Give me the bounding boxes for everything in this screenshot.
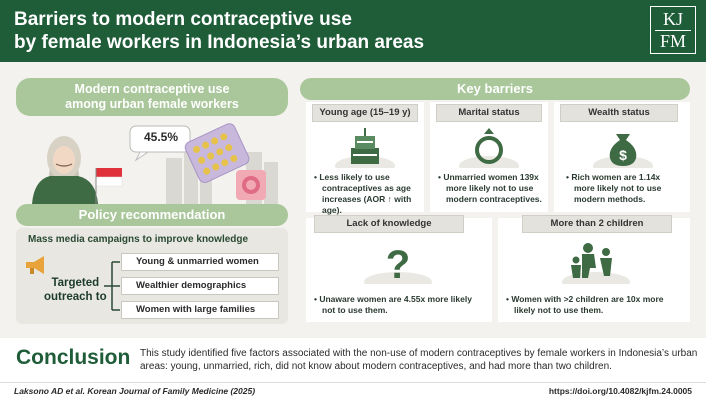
logo-top: KJ [662, 9, 683, 29]
policy-title: Policy recommendation [16, 204, 288, 226]
tag-more-than-2-children: More than 2 children [522, 215, 672, 233]
money-bag-icon [592, 124, 654, 168]
tag-lack-of-knowledge: Lack of knowledge [314, 215, 464, 233]
barrier-text-young-age [314, 172, 422, 216]
barrier-text-knowledge [314, 294, 490, 316]
usage-title-line-1: Modern contraceptive use [74, 82, 230, 96]
conclusion-label: Conclusion [16, 346, 131, 369]
text-line: • Rich women are 1.14x [566, 172, 661, 182]
usage-title [16, 78, 288, 116]
text-line: more likely not to use [446, 183, 534, 193]
text-line: not to use them. [322, 305, 388, 315]
text-line: more likely not to use [574, 183, 662, 193]
logo-bottom: FM [659, 31, 686, 51]
question-icon [362, 238, 434, 284]
tag-marital-status: Marital status [436, 104, 542, 122]
text-line: • Unaware women are 4.55x more likely [314, 294, 472, 304]
title-line-2: by female workers in Indonesia’s urban areas [14, 32, 425, 53]
page-title [14, 8, 614, 54]
target-item: Wealthier demographics [121, 277, 279, 295]
text-line: contraceptives as age [322, 183, 411, 193]
usage-title-line-2: among urban female workers [65, 97, 239, 111]
outreach-label [44, 276, 107, 304]
main-panel [0, 62, 706, 338]
barrier-text-marital [438, 172, 546, 205]
text-line: modern contraceptives. [446, 194, 542, 204]
outreach-line-1: Targeted [51, 277, 100, 289]
header [0, 0, 706, 62]
woman-icon [32, 136, 98, 204]
conclusion-text: This study identified five factors associated with the non-use of modern contraceptives by female workers in Indonesia’s urban areas: young, unmarried, rich, did not know about modern contraceptives, and had more than two children. [140, 348, 698, 372]
policy-box [16, 228, 288, 324]
svg-text:$: $ [619, 147, 627, 163]
usage-illustration [16, 118, 288, 204]
key-barriers-title: Key barriers [300, 78, 690, 100]
text-line: • Women with >2 children are 10x more [506, 294, 664, 304]
doi-link[interactable]: https://doi.org/10.4082/kjfm.24.0005 [548, 386, 692, 396]
ring-icon [458, 124, 520, 168]
tag-wealth-status: Wealth status [560, 104, 678, 122]
usage-value: 45.5% [144, 130, 179, 144]
citation: Laksono AD et al. Korean Journal of Family Medicine (2025) [14, 386, 256, 396]
text-line: modern methods. [574, 194, 646, 204]
barrier-text-children [506, 294, 688, 316]
target-item: Women with large families [121, 301, 279, 319]
outreach-line-2: outreach to [44, 291, 107, 303]
text-line: • Less likely to use [314, 172, 390, 182]
barrier-text-wealth [566, 172, 686, 205]
indonesia-flag-icon [96, 168, 122, 204]
target-item: Young & unmarried women [121, 253, 279, 271]
kjfm-logo [650, 6, 696, 54]
conclusion-section [0, 338, 706, 382]
text-line: • Unmarried women 139x [438, 172, 539, 182]
condom-icon [236, 170, 266, 200]
bracket-connector [102, 254, 122, 318]
footer [0, 382, 706, 400]
policy-subtitle: Mass media campaigns to improve knowledge [28, 234, 249, 245]
tag-young-age: Young age (15–19 y) [312, 104, 418, 122]
text-line: increases (AOR ↑ with age). [322, 194, 412, 215]
svg-text:?: ? [385, 243, 411, 284]
cake-icon [334, 124, 396, 168]
megaphone-icon [24, 254, 50, 276]
title-line-1: Barriers to modern contraceptive use [14, 9, 352, 30]
text-line: likely not to use them. [514, 305, 604, 315]
children-icon [560, 238, 632, 284]
